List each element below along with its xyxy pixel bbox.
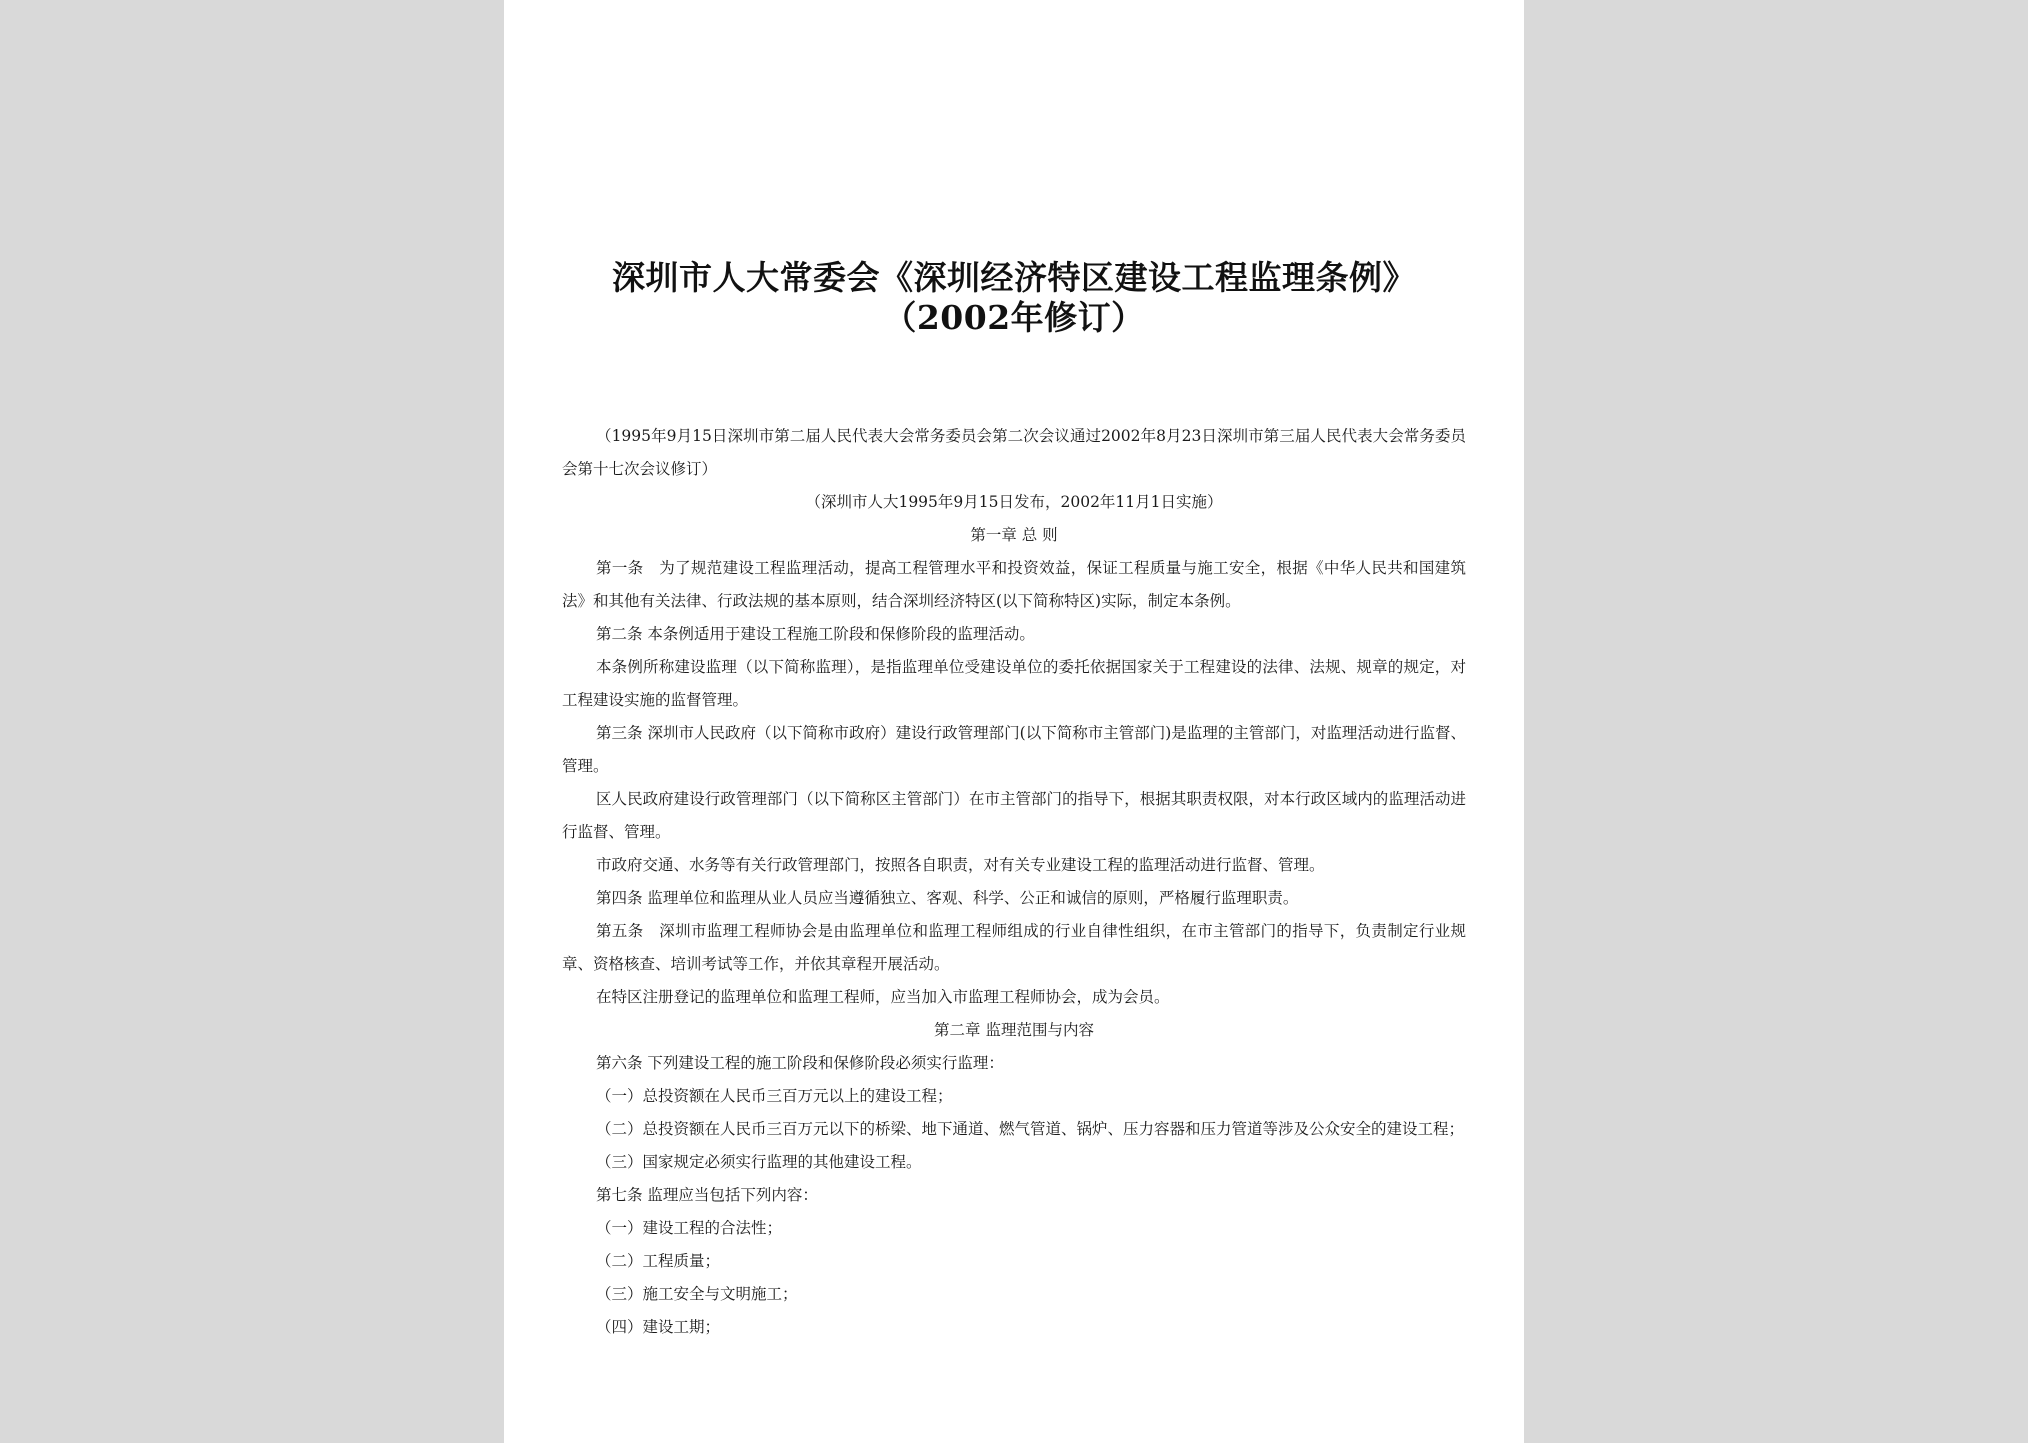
article-6-item-2: （二）总投资额在人民币三百万元以下的桥梁、地下通道、燃气管道、锅炉、压力容器和压力管道等涉及公众安全的建设工程； (596, 1120, 1465, 1138)
article-6-item-1: （一）总投资额在人民币三百万元以上的建设工程； (596, 1087, 953, 1105)
article-6-item-3: （三）国家规定必须实行监理的其他建设工程。 (596, 1153, 922, 1171)
chapter-heading-2: 第二章 监理范围与内容 (934, 1021, 1094, 1039)
article-1: 第一条 为了规范建设工程监理活动，提高工程管理水平和投资效益，保证工程质量与施工安全，根据《中华人民共和国建筑法》和其他有关法律、行政法规的基本原则，结合深圳经济特区(以下简称特区)实际，制定本条例。 (562, 559, 1466, 610)
article-7: 第七条 监理应当包括下列内容： (596, 1186, 818, 1204)
article-6: 第六条 下列建设工程的施工阶段和保修阶段必须实行监理： (596, 1054, 1004, 1072)
article-3: 第三条 深圳市人民政府（以下简称市政府）建设行政管理部门(以下简称市主管部门)是监理的主管部门，对监理活动进行监督、管理。 (562, 724, 1466, 775)
document-body (562, 420, 1466, 1344)
article-7-item-2: （二）工程质量； (596, 1252, 721, 1270)
article-3-para-2: 区人民政府建设行政管理部门（以下简称区主管部门）在市主管部门的指导下，根据其职责权限，对本行政区域内的监理活动进行监督、管理。 (562, 790, 1466, 841)
article-7-item-4: （四）建设工期； (596, 1318, 721, 1336)
article-2: 第二条 本条例适用于建设工程施工阶段和保修阶段的监理活动。 (596, 625, 1035, 643)
article-3-para-3: 市政府交通、水务等有关行政管理部门，按照各自职责，对有关专业建设工程的监理活动进行监督、管理。 (596, 856, 1325, 874)
issued-note: （深圳市人大1995年9月15日发布，2002年11月1日实施） (805, 493, 1223, 511)
article-7-item-1: （一）建设工程的合法性； (596, 1219, 783, 1237)
article-5: 第五条 深圳市监理工程师协会是由监理单位和监理工程师组成的行业自律性组织，在市主管部门的指导下，负责制定行业规章、资格核查、培训考试等工作，并依其章程开展活动。 (562, 922, 1466, 973)
chapter-heading-1: 第一章 总 则 (970, 526, 1058, 544)
article-2-para-2: 本条例所称建设监理（以下简称监理），是指监理单位受建设单位的委托依据国家关于工程建设的法律、法规、规章的规定，对工程建设实施的监督管理。 (562, 658, 1466, 709)
article-7-item-3: （三）施工安全与文明施工； (596, 1285, 798, 1303)
preamble: （1995年9月15日深圳市第二届人民代表大会常务委员会第二次会议通过2002年8月23日深圳市第三届人民代表大会常务委员会第十七次会议修订） (562, 427, 1466, 478)
article-5-para-2: 在特区注册登记的监理单位和监理工程师，应当加入市监理工程师协会，成为会员。 (596, 988, 1170, 1006)
document-title: 深圳市人大常委会《深圳经济特区建设工程监理条例》（2002年修订） (612, 258, 1416, 337)
document-page (504, 0, 1524, 1443)
article-4: 第四条 监理单位和监理从业人员应当遵循独立、客观、科学、公正和诚信的原则，严格履行监理职责。 (596, 889, 1299, 907)
